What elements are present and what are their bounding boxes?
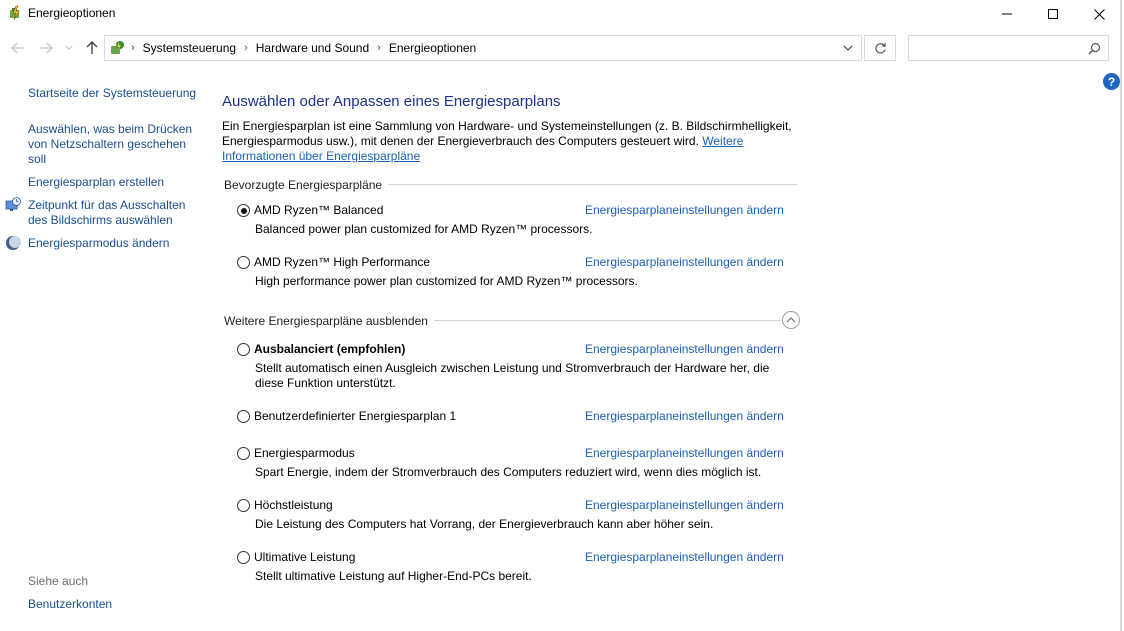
- change-plan-settings-link[interactable]: Energiesparplaneinstellungen ändern: [585, 342, 784, 356]
- plan-name[interactable]: Ausbalanciert (empfohlen): [254, 342, 406, 356]
- chevron-right-icon: ›: [377, 42, 381, 54]
- arrow-up-icon: [86, 41, 98, 55]
- plan-radio[interactable]: [237, 447, 250, 460]
- title-bar: [0, 0, 1122, 28]
- window-title: Energieoptionen: [28, 6, 116, 20]
- collapse-button[interactable]: [782, 311, 800, 329]
- sidebar-item-user-accounts[interactable]: Benutzerkonten: [28, 597, 113, 611]
- more-plans-heading[interactable]: Weitere Energiesparpläne ausblenden: [224, 314, 434, 328]
- change-plan-settings-link[interactable]: Energiesparplaneinstellungen ändern: [585, 255, 784, 269]
- change-plan-settings-link[interactable]: Energiesparplaneinstellungen ändern: [585, 446, 784, 460]
- maximize-icon: [1048, 9, 1058, 19]
- arrow-right-icon: [39, 42, 53, 54]
- sidebar-item-power-buttons[interactable]: Auswählen, was beim Drücken von Netzschaltern geschehen soll: [28, 122, 193, 166]
- plan-radio[interactable]: [237, 499, 250, 512]
- moon-icon: [5, 235, 21, 251]
- preferred-plans-heading: Bevorzugte Energiesparpläne: [224, 178, 388, 192]
- sidebar-item-sleep-mode[interactable]: Energiesparmodus ändern: [28, 236, 170, 250]
- back-button[interactable]: [8, 38, 28, 58]
- help-icon[interactable]: ?: [1103, 73, 1120, 90]
- refresh-icon: [874, 42, 887, 55]
- plan-description: High performance power plan customized for AMD Ryzen™ processors.: [255, 274, 638, 288]
- control-panel-icon: [109, 40, 125, 56]
- change-plan-settings-link[interactable]: Energiesparplaneinstellungen ändern: [585, 550, 784, 564]
- power-options-icon: [7, 5, 23, 21]
- recent-locations-button[interactable]: [62, 38, 76, 58]
- chevron-right-icon: ›: [244, 42, 248, 54]
- plan-description: Spart Energie, indem der Stromverbrauch des Computers reduziert wird, wenn dies möglich ist.: [255, 465, 762, 479]
- intro-paragraph: [222, 119, 792, 164]
- plan-name[interactable]: Energiesparmodus: [254, 446, 355, 460]
- address-bar[interactable]: [104, 35, 862, 61]
- plan-description: Stellt automatisch einen Ausgleich zwischen Leistung und Stromverbrauch der Hardware her, die diese Funktion unterstützt.: [255, 361, 770, 390]
- chevron-right-icon: ›: [131, 42, 135, 54]
- sidebar-item-create-plan[interactable]: Energiesparplan erstellen: [28, 175, 165, 189]
- change-plan-settings-link[interactable]: Energiesparplaneinstellungen ändern: [585, 409, 784, 423]
- see-also-heading: Siehe auch: [28, 574, 89, 588]
- minimize-icon: [1002, 9, 1012, 19]
- plan-name[interactable]: AMD Ryzen™ High Performance: [254, 255, 431, 269]
- refresh-button[interactable]: [864, 35, 896, 61]
- maximize-button[interactable]: [1030, 0, 1076, 28]
- forward-button[interactable]: [36, 38, 56, 58]
- plan-name[interactable]: Höchstleistung: [254, 498, 333, 512]
- sidebar-home-link[interactable]: Startseite der Systemsteuerung: [28, 86, 197, 100]
- more-info-link[interactable]: Weitere Informationen über Energiesparpläne: [222, 134, 744, 163]
- change-plan-settings-link[interactable]: Energiesparplaneinstellungen ändern: [585, 498, 784, 512]
- plan-description: Stellt ultimative Leistung auf Higher-End-PCs bereit.: [255, 569, 532, 583]
- change-plan-settings-link[interactable]: Energiesparplaneinstellungen ändern: [585, 203, 784, 217]
- plan-radio[interactable]: [237, 551, 250, 564]
- arrow-left-icon: [11, 42, 25, 54]
- plan-radio[interactable]: [237, 204, 250, 217]
- plan-radio[interactable]: [237, 410, 250, 423]
- plan-name[interactable]: AMD Ryzen™ Balanced: [254, 203, 384, 217]
- search-icon[interactable]: [1088, 42, 1101, 55]
- plan-name[interactable]: Benutzerdefinierter Energiesparplan 1: [254, 409, 457, 423]
- breadcrumb-hardware-und-sound[interactable]: Hardware und Sound: [255, 41, 370, 55]
- plan-radio[interactable]: [237, 256, 250, 269]
- address-dropdown-button[interactable]: [841, 41, 855, 55]
- sidebar-item-display-off[interactable]: Zeitpunkt für das Ausschalten des Bildschirms auswählen: [28, 198, 186, 227]
- minimize-button[interactable]: [984, 0, 1030, 28]
- close-button[interactable]: [1076, 0, 1122, 28]
- close-icon: [1094, 9, 1105, 20]
- intro-text: Ein Energiesparplan ist eine Sammlung von Hardware- und Systemeinstellungen (z. B. Bildschirmhelligkeit, Energiesparmodus usw.), mit denen der Energieverbrauch des Computers gesteuert wird.: [222, 119, 792, 148]
- page-title: Auswählen oder Anpassen eines Energiesparplans: [222, 93, 561, 110]
- search-input[interactable]: [913, 39, 1087, 59]
- chevron-down-icon: [843, 45, 853, 51]
- breadcrumb: [131, 41, 476, 55]
- breadcrumb-energieoptionen[interactable]: Energieoptionen: [388, 41, 477, 55]
- plan-description: Balanced power plan customized for AMD Ryzen™ processors.: [255, 222, 593, 236]
- display-clock-icon: [5, 197, 21, 213]
- plan-name[interactable]: Ultimative Leistung: [254, 550, 356, 564]
- plan-description: Die Leistung des Computers hat Vorrang, der Energieverbrauch kann aber höher sein.: [255, 517, 714, 531]
- plan-radio[interactable]: [237, 343, 250, 356]
- up-button[interactable]: [82, 38, 102, 58]
- breadcrumb-systemsteuerung[interactable]: Systemsteuerung: [142, 41, 237, 55]
- chevron-up-icon: [786, 317, 796, 323]
- chevron-down-icon: [65, 45, 73, 51]
- search-box[interactable]: [908, 35, 1109, 61]
